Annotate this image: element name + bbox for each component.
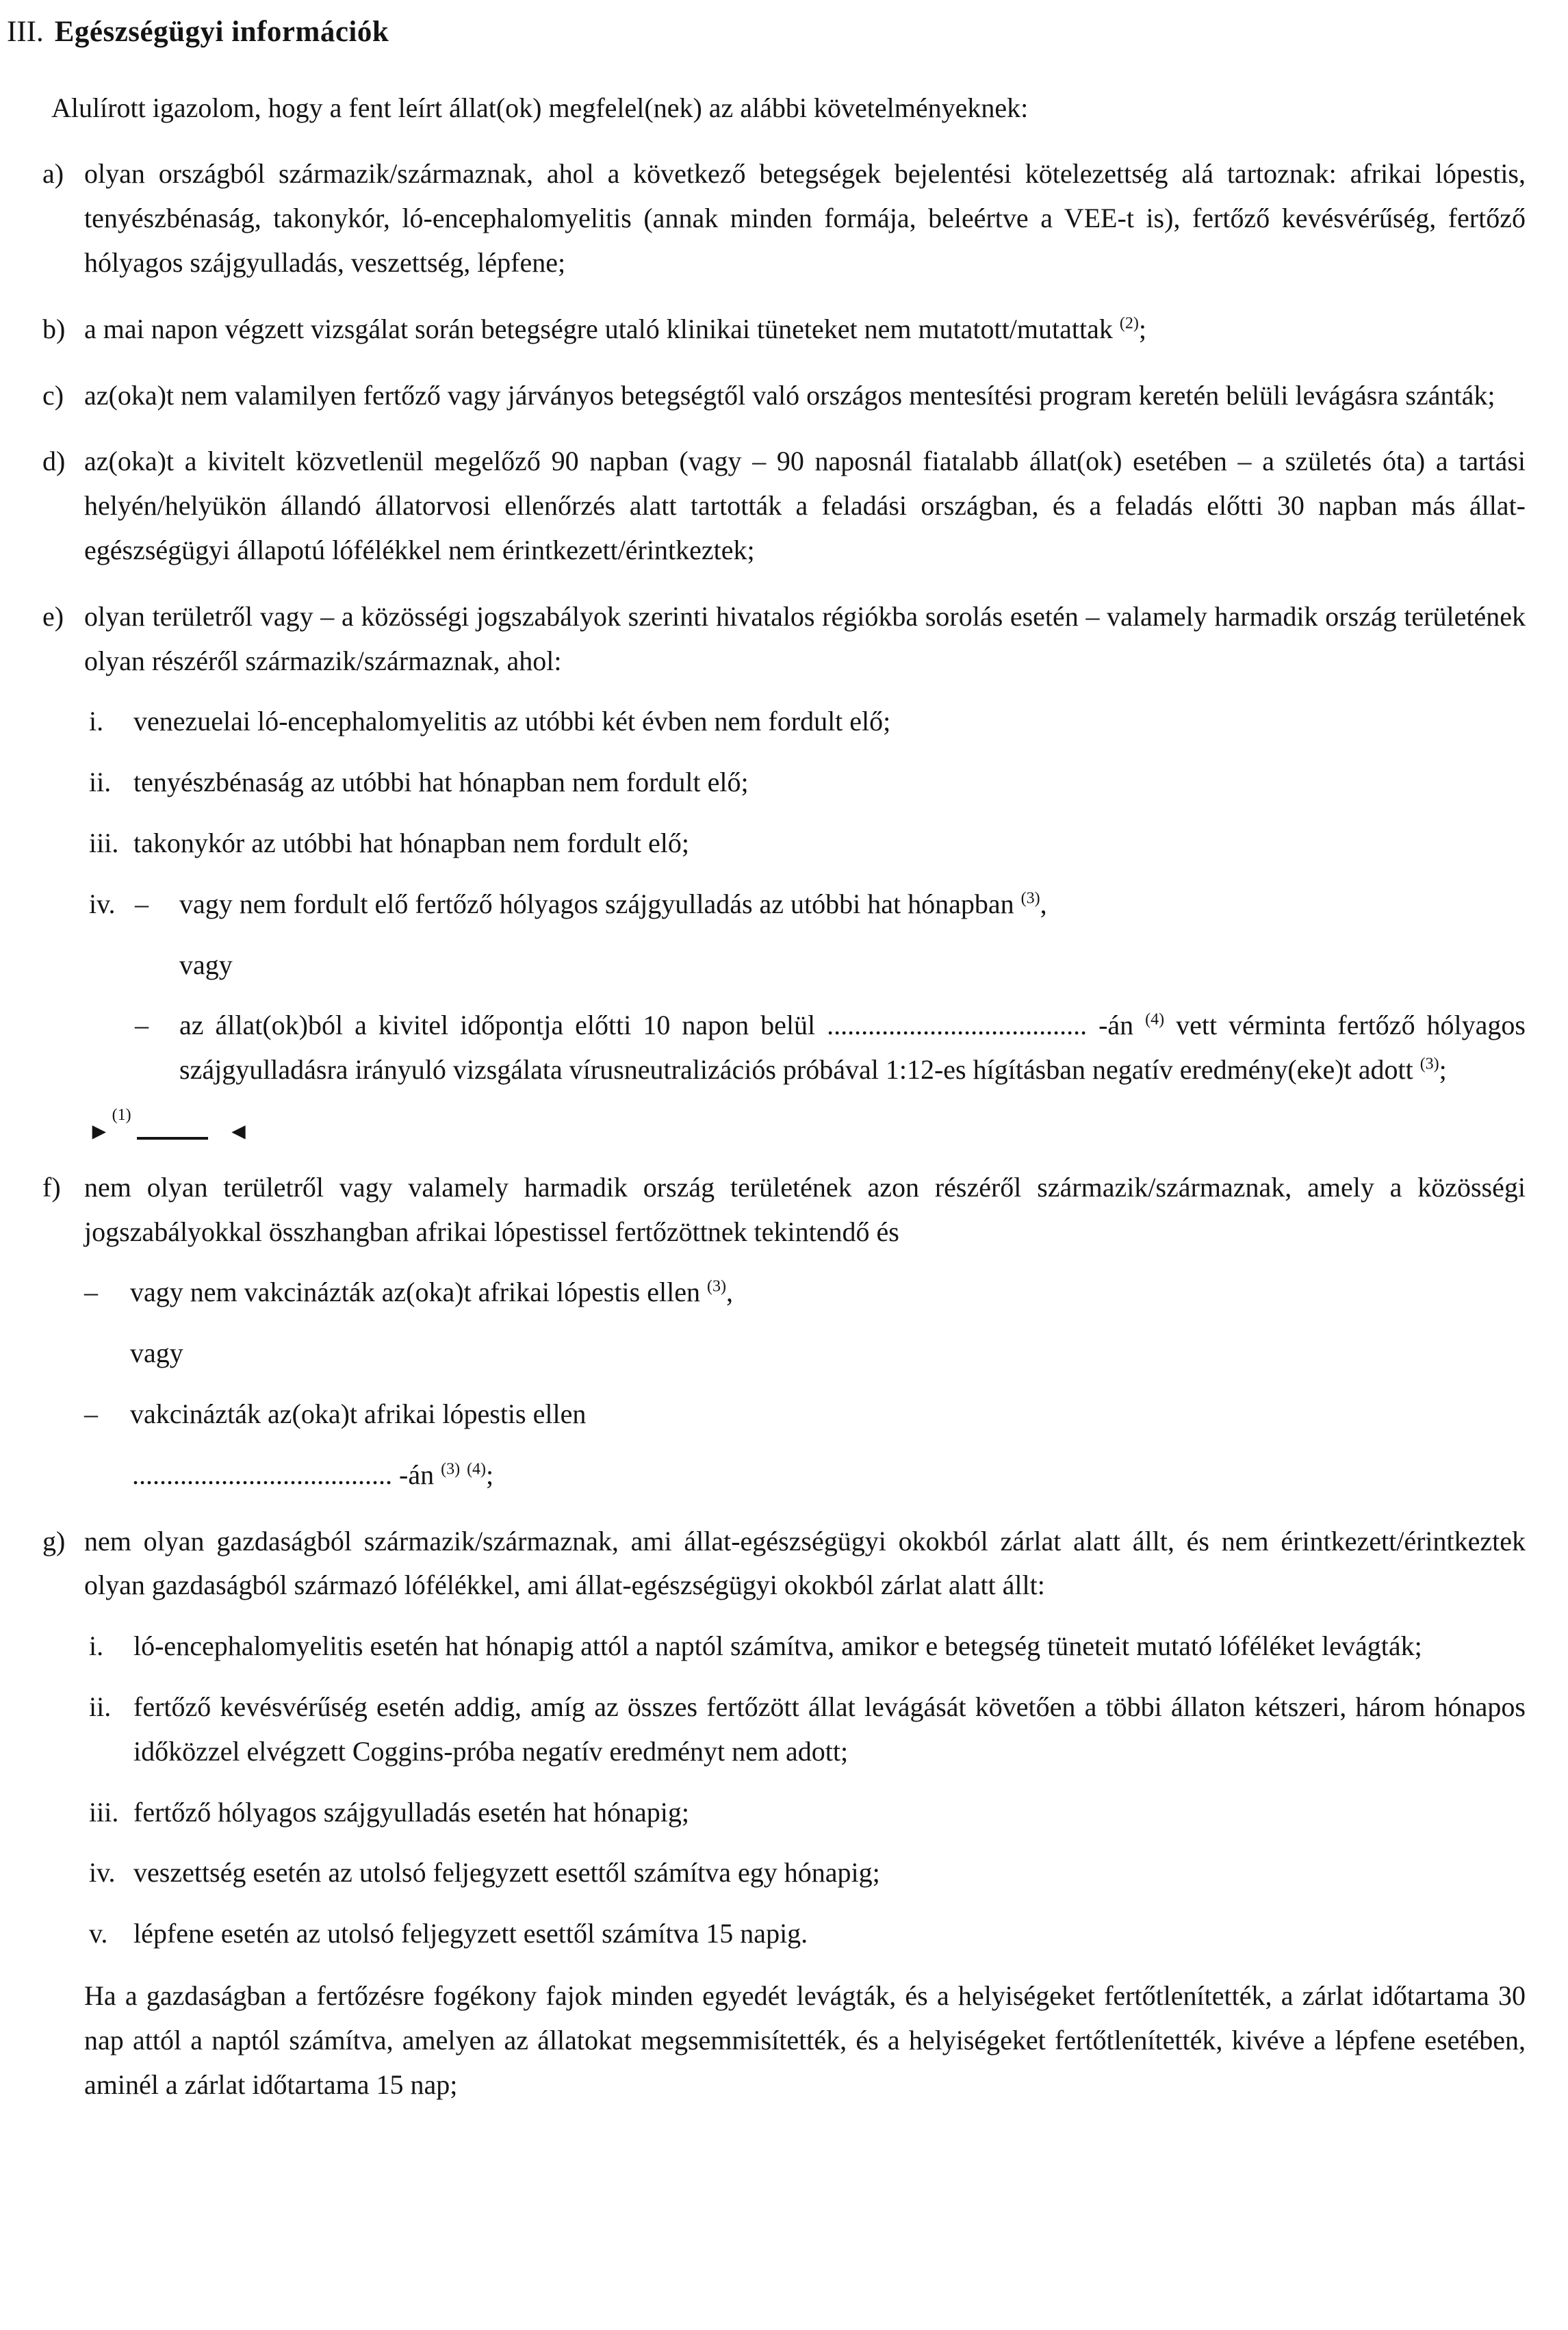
item-e-iv-alt-dash: –: [135, 1010, 149, 1041]
item-g-closing-paragraph: Ha a gazdaságban a fertőzésre fogékony fajok minden egyedét levágták, és a helyiségeket fertőtlenítették, a zárlat időtartama 30 nap attól a naptól számítva, amelyen az állatokat megsemmisítették, és a helyiségeket fertőtlenítették, kivéve a lépfene esetében, aminél a zárlat időtartama 15 nap;: [84, 1980, 1526, 2100]
item-f-alt1-dash: –: [84, 1277, 98, 1308]
item-e-iv-text: vagy nem fordult elő fertőző hólyagos szájgyulladás az utóbbi hat hónapban $^{(3)}$,: [179, 888, 1047, 919]
item-a: [42, 152, 1526, 285]
item-e-iv-label: iv.: [89, 888, 116, 919]
item-a-text: olyan országból származik/származnak, ahol a következő betegségek bejelentési kötelezettség alá tartoznak: afrikai lópestis, tenyészbénaság, takonykór, ló-encephalomyelitis (annak minden formája, beleértve a VEE-t is), fertőző kevésvérűség, fertőző hólyagos szájgyulladás, veszettség, lépfene;: [84, 158, 1526, 279]
item-g-iii-text: fertőző hólyagos szájgyulladás esetén hat hónapig;: [133, 1796, 689, 1828]
item-f-alt2-dash: –: [84, 1398, 98, 1430]
item-f-alt2-text: vakcinázták az(oka)t afrikai lópestis ellen: [130, 1398, 587, 1430]
item-e-i-label: i.: [89, 706, 104, 737]
item-f: [42, 1166, 1526, 1255]
item-c-label: c): [42, 379, 64, 411]
item-e-iii-text: takonykór az utóbbi hat hónapban nem fordult elő;: [133, 828, 690, 859]
item-b-text: a mai napon végzett vizsgálat során betegségre utaló klinikai tüneteket nem mutatott/mutattak $^{(2)}$;: [84, 313, 1146, 344]
item-e-iv: [89, 882, 1526, 927]
item-g-ii-text: fertőző kevésvérűség esetén addig, amíg az összes fertőzött állat levágását követően a többi állaton kétszeri, három hónapos időközzel elvégzett Coggins-próba negatív eredményt nem adott;: [133, 1691, 1526, 1767]
item-e-iii-label: iii.: [89, 828, 119, 859]
item-g-i: [89, 1624, 1526, 1669]
item-e-iv-dash: –: [135, 888, 149, 919]
item-g-iv-text: veszettség esetén az utolsó feljegyzett esettől számítva egy hónapig;: [133, 1857, 880, 1889]
item-e-i: [89, 700, 1526, 744]
item-g-ii-label: ii.: [89, 1691, 112, 1723]
item-g-v-label: v.: [89, 1918, 108, 1949]
item-g-v-text: lépfene esetén az utolsó feljegyzett esettől számítva 15 napig.: [133, 1918, 808, 1949]
item-g-iv: [89, 1851, 1526, 1895]
amendment-open-triangle-icon: ►: [88, 1118, 111, 1144]
amendment-deleted-text-line: [137, 1130, 208, 1140]
amendment-close-triangle-icon: ◄: [227, 1118, 250, 1144]
item-f-text: nem olyan területről vagy valamely harmadik ország területének azon részéről származik/származnak, amely a közösségi jogszabályokkal összhangban afrikai lópestissel fertőzöttnek tekintendő és: [84, 1171, 1526, 1247]
item-d-label: d): [42, 446, 66, 477]
item-f-alt1: [84, 1270, 1526, 1315]
item-c-text: az(oka)t nem valamilyen fertőző vagy járványos betegségtől való országos mentesítési program keretén belüli levágásra szánták;: [84, 379, 1495, 411]
item-e-iv-alt: [135, 1003, 1526, 1092]
section-title: Egészségügyi információk: [54, 16, 389, 48]
item-e-text: olyan területről vagy – a közösségi jogszabályok szerinti hivatalos régiókba sorolás esetén – valamely harmadik ország területének olyan részéről származik/származnak, ahol:: [84, 600, 1526, 676]
item-f-alt2: [84, 1392, 1526, 1437]
item-d-text: az(oka)t a kivitelt közvetlenül megelőző 90 napban (vagy – 90 naposnál fiatalabb állat(ok) esetében – a születés óta) a tartási helyén/helyükön állandó állatorvosi ellenőrzés alatt tartották a feladási országban, és a feladás előtti 30 napban más állat-egészségügyi állapotú lófélékkel nem érintkezett/érintkeztek;: [84, 446, 1526, 566]
item-e-ii-label: ii.: [89, 767, 112, 798]
item-f-or: vagy: [130, 1337, 183, 1369]
item-g: [42, 1520, 1526, 1609]
item-e-ii: [89, 760, 1526, 805]
item-g-v: [89, 1912, 1526, 1956]
item-g-i-text: ló-encephalomyelitis esetén hat hónapig attól a naptól számítva, amikor e betegség tüneteit mutató lóféléket levágták;: [133, 1630, 1422, 1662]
section-number: III.: [7, 16, 44, 48]
item-f-alt1-text: vagy nem vakcinázták az(oka)t afrikai lópestis ellen $^{(3)}$,: [130, 1277, 733, 1308]
item-e-label: e): [42, 600, 64, 632]
item-g-iii: [89, 1791, 1526, 1835]
item-a-label: a): [42, 158, 64, 190]
item-g-ii: [89, 1685, 1526, 1774]
item-e-i-text: venezuelai ló-encephalomyelitis az utóbbi két évben nem fordult elő;: [133, 706, 891, 737]
item-e: [42, 595, 1526, 684]
item-g-iv-label: iv.: [89, 1857, 116, 1889]
item-g-i-label: i.: [89, 1630, 104, 1662]
item-f-label: f): [42, 1171, 61, 1203]
amendment-reference: (1): [112, 1106, 131, 1124]
item-g-label: g): [42, 1525, 66, 1557]
item-b: [42, 307, 1526, 352]
item-d: [42, 439, 1526, 572]
item-g-text: nem olyan gazdaságból származik/származnak, ami állat-egészségügyi okokból zárlat alatt állt, és nem érintkezett/érintkeztek olyan gazdaságból származó lófélékkel, ami állat-egészségügyi okokból zárlat alatt állt:: [84, 1525, 1526, 1601]
item-e-iii: [89, 821, 1526, 866]
intro-paragraph: Alulírott igazolom, hogy a fent leírt állat(ok) megfelel(nek) az alábbi követelményeknek:: [51, 92, 1029, 123]
item-e-iv-alt-text: az állat(ok)ból a kivitel időpontja előtti 10 napon belül ...................................... -án $^{(4)}$ vett vérminta fertőző hólyagos szájgyulladásra irányuló vizsgálata vírusneutralizációs próbával 1:12-es hígításban negatív eredmény(eke)t adott $^{(3)}$;: [179, 1010, 1526, 1086]
item-c: [42, 374, 1526, 418]
amendment-marker: [88, 1106, 1526, 1144]
item-e-iv-or: vagy: [179, 949, 233, 980]
item-f-date-blank: ...................................... -án $^{(3)}$ $^{(4)}$;: [132, 1459, 494, 1490]
section-heading: [7, 8, 1526, 56]
item-g-iii-label: iii.: [89, 1796, 119, 1828]
item-e-ii-text: tenyészbénaság az utóbbi hat hónapban nem fordult elő;: [133, 767, 749, 798]
item-b-label: b): [42, 313, 66, 344]
